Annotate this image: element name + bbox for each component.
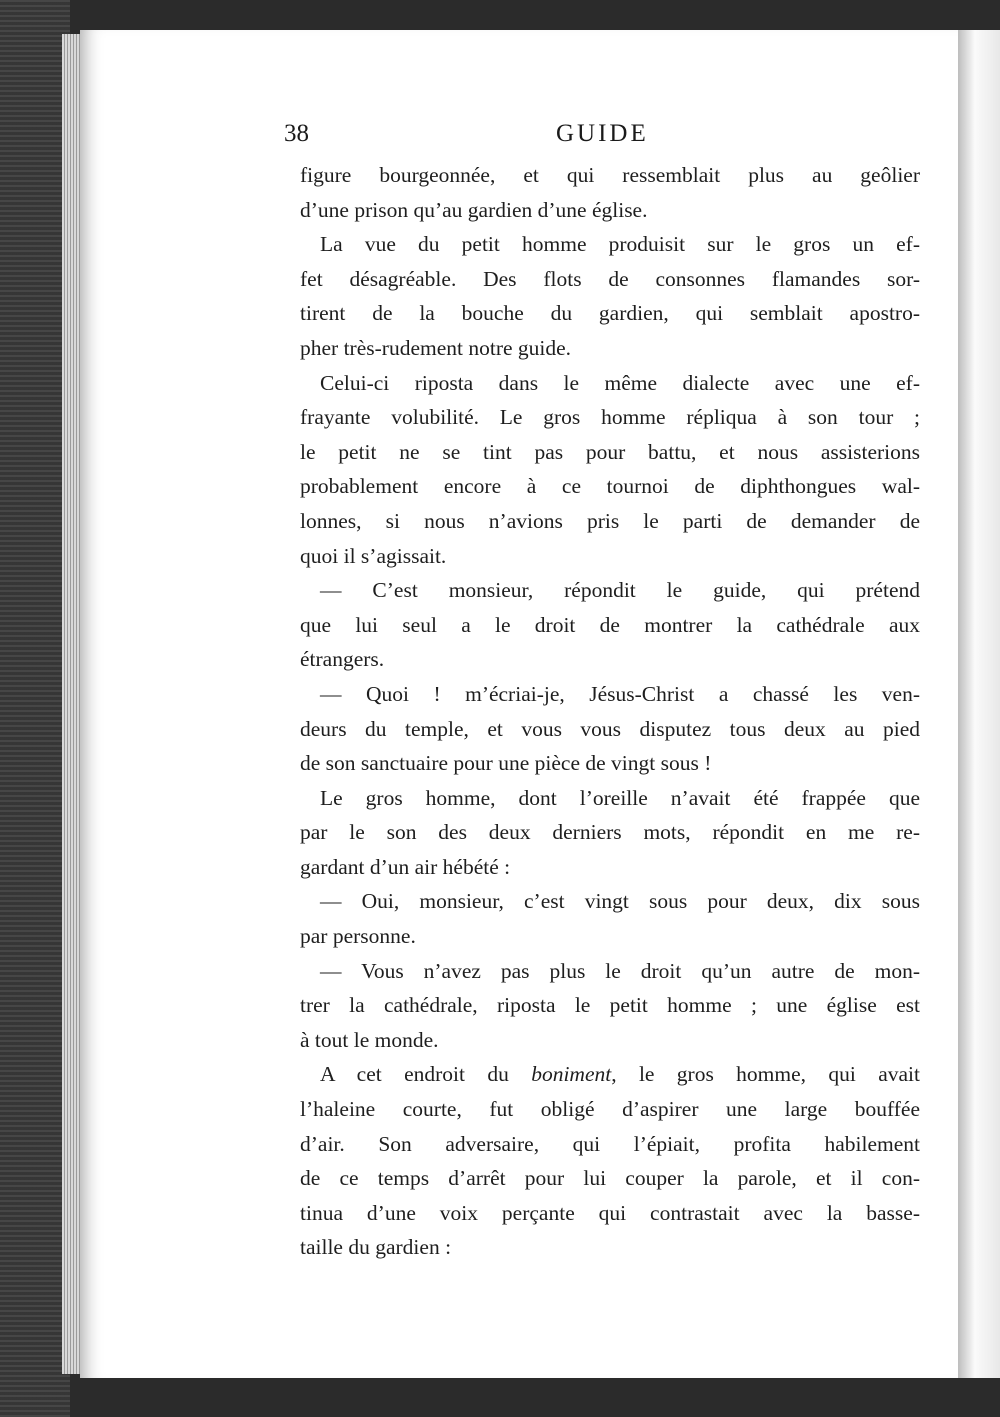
text-line: — Oui, monsieur, c’est vingt sous pour deux, dix sous	[320, 889, 920, 914]
text-line: de ce temps d’arrêt pour lui couper la parole, et il con-	[300, 1166, 920, 1191]
text-line: — Vous n’avez pas plus le droit qu’un autre de mon-	[320, 958, 920, 983]
bottom-edge	[70, 1378, 1000, 1417]
text-line	[300, 1057, 920, 1092]
page-header	[284, 120, 924, 152]
text-line: d’une prison qu’au gardien d’une église.	[300, 197, 648, 222]
text-line: frayante volubilité. Le gros homme répliqua à son tour ;	[300, 405, 920, 430]
text-line: deurs du temple, et vous vous disputez tous deux au pied	[300, 716, 920, 741]
facing-page-edge	[958, 30, 1000, 1380]
text-line: tirent de la bouche du gardien, qui semblait apostro-	[300, 301, 920, 326]
text-line: lonnes, si nous n’avions pris le parti de demander de	[300, 508, 920, 533]
text-line: étrangers.	[300, 647, 385, 672]
text-line: taille du gardien :	[300, 1235, 452, 1260]
text-line: fet désagréable. Des flots de consonnes flamandes sor-	[300, 266, 920, 291]
text-segment: , le gros homme, qui avait	[611, 1062, 920, 1087]
text-line: gardant d’un air hébété :	[300, 854, 511, 879]
text-line: pher très-rudement notre guide.	[300, 335, 572, 360]
text-line: de son sanctuaire pour une pièce de vingt sous !	[300, 751, 712, 776]
text-line: La vue du petit homme produisit sur le gros un ef-	[320, 232, 920, 257]
text-line: à tout le monde.	[300, 1027, 439, 1052]
text-line: — Quoi ! m’écriai-je, Jésus-Christ a chassé les ven-	[320, 681, 920, 706]
body-text	[300, 158, 920, 1265]
text-line: Le gros homme, dont l’oreille n’avait été frappée que	[320, 785, 920, 810]
text-line: Celui-ci riposta dans le même dialecte avec une ef-	[320, 370, 920, 395]
text-line: figure bourgeonnée, et qui ressemblait plus au geôlier	[300, 163, 920, 187]
text-line: probablement encore à ce tournoi de diphthongues wal-	[300, 474, 920, 499]
running-title: GUIDE	[556, 120, 649, 147]
text-line: quoi il s’agissait.	[300, 543, 447, 568]
text-line: que lui seul a le droit de montrer la cathédrale aux	[300, 612, 920, 637]
text-line: — C’est monsieur, répondit le guide, qui prétend	[320, 578, 920, 603]
text-line: l’haleine courte, fut obligé d’aspirer une large bouffée	[300, 1097, 920, 1122]
text-segment: A cet endroit du	[320, 1062, 532, 1087]
book-cover	[0, 0, 70, 1417]
text-line: tinua d’une voix perçante qui contrastait avec la basse-	[300, 1200, 920, 1225]
text-line: par personne.	[300, 924, 416, 949]
text-line: par le son des deux derniers mots, répondit en me re-	[300, 820, 920, 845]
text-line: d’air. Son adversaire, qui l’épiait, profita habilement	[300, 1131, 920, 1156]
italic-word: boniment	[531, 1062, 612, 1087]
page-edges	[62, 34, 82, 1374]
text-line: trer la cathédrale, riposta le petit homme ; une église est	[300, 993, 920, 1018]
text-line: le petit ne se tint pas pour battu, et nous assisterions	[300, 439, 920, 464]
page-number: 38	[284, 120, 309, 147]
